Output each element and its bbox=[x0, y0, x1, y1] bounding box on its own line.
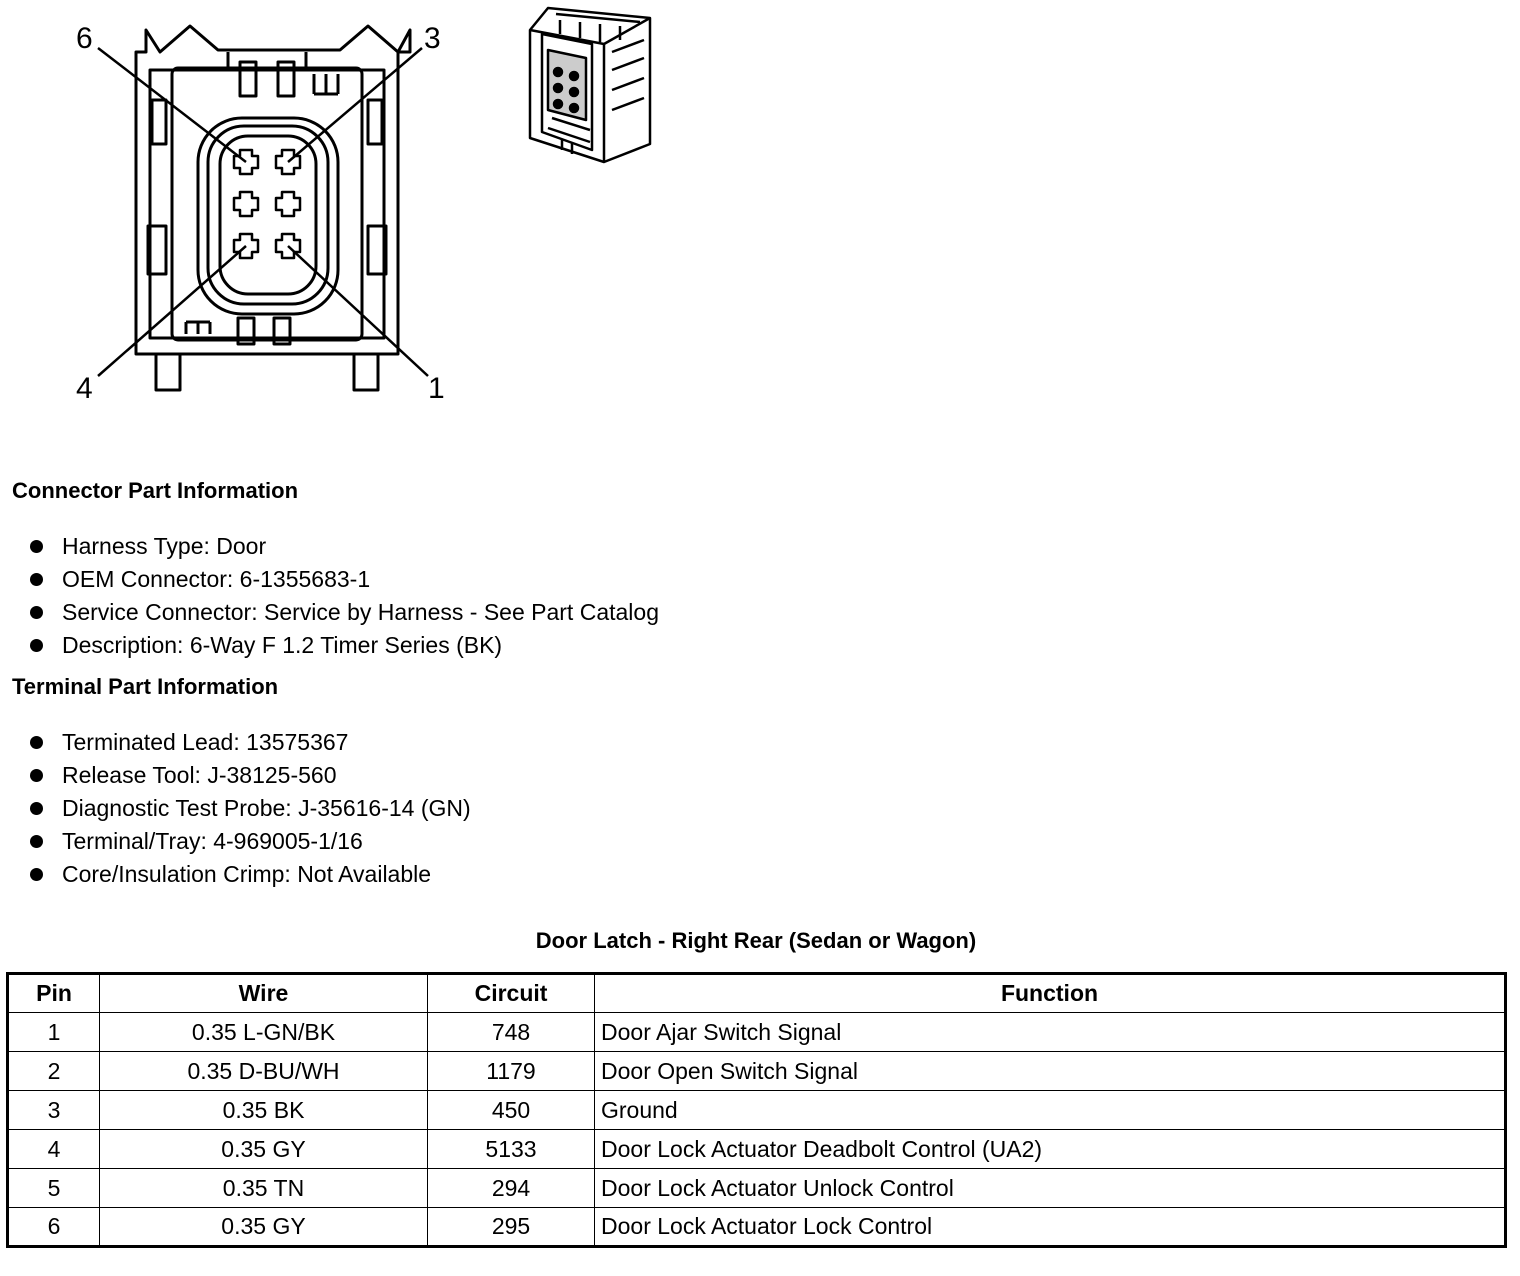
pinout-table bbox=[6, 972, 1507, 1248]
cell-wire: 0.35 BK bbox=[100, 1091, 428, 1130]
cell-wire: 0.35 GY bbox=[100, 1208, 428, 1247]
pin-label-6: 6 bbox=[76, 22, 93, 55]
table-row bbox=[8, 1130, 1506, 1169]
cell-function: Door Lock Actuator Deadbolt Control (UA2) bbox=[595, 1130, 1506, 1169]
list-item: Release Tool: J-38125-560 bbox=[30, 762, 471, 795]
list-item: Terminal/Tray: 4-969005-1/16 bbox=[30, 828, 471, 861]
cell-function: Ground bbox=[595, 1091, 1506, 1130]
table-header-row bbox=[8, 974, 1506, 1013]
cell-wire: 0.35 TN bbox=[100, 1169, 428, 1208]
pin-label-1: 1 bbox=[428, 372, 445, 405]
table-row bbox=[8, 1013, 1506, 1052]
cell-wire: 0.35 L-GN/BK bbox=[100, 1013, 428, 1052]
list-item: Description: 6-Way F 1.2 Timer Series (BK) bbox=[30, 632, 659, 665]
header-function: Function bbox=[595, 974, 1506, 1013]
list-item: Terminated Lead: 13575367 bbox=[30, 729, 471, 762]
table-row bbox=[8, 1091, 1506, 1130]
cell-pin: 4 bbox=[8, 1130, 100, 1169]
cell-circuit: 294 bbox=[428, 1169, 595, 1208]
list-item: Harness Type: Door bbox=[30, 533, 659, 566]
connector-diagram bbox=[0, 0, 700, 420]
cell-function: Door Open Switch Signal bbox=[595, 1052, 1506, 1091]
header-wire: Wire bbox=[100, 974, 428, 1013]
connector-isometric-view bbox=[530, 8, 650, 162]
header-pin: Pin bbox=[8, 974, 100, 1013]
cell-function: Door Ajar Switch Signal bbox=[595, 1013, 1506, 1052]
connector-info-list bbox=[30, 533, 659, 665]
pin-label-4: 4 bbox=[76, 372, 93, 405]
list-item: Service Connector: Service by Harness - See Part Catalog bbox=[30, 599, 659, 632]
cell-pin: 5 bbox=[8, 1169, 100, 1208]
table-title: Door Latch - Right Rear (Sedan or Wagon) bbox=[535, 928, 977, 953]
cell-function: Door Lock Actuator Lock Control bbox=[595, 1208, 1506, 1247]
cell-pin: 1 bbox=[8, 1013, 100, 1052]
list-item: Diagnostic Test Probe: J-35616-14 (GN) bbox=[30, 795, 471, 828]
pin-label-3: 3 bbox=[424, 22, 441, 55]
cell-pin: 3 bbox=[8, 1091, 100, 1130]
table-row bbox=[8, 1169, 1506, 1208]
cell-function: Door Lock Actuator Unlock Control bbox=[595, 1169, 1506, 1208]
cell-pin: 2 bbox=[8, 1052, 100, 1091]
table-row bbox=[8, 1052, 1506, 1091]
table-row bbox=[8, 1208, 1506, 1247]
terminal-info-heading: Terminal Part Information bbox=[12, 674, 279, 699]
list-item: Core/Insulation Crimp: Not Available bbox=[30, 861, 471, 894]
connector-face-view bbox=[136, 26, 410, 390]
cell-wire: 0.35 D-BU/WH bbox=[100, 1052, 428, 1091]
list-item: OEM Connector: 6-1355683-1 bbox=[30, 566, 659, 599]
cell-circuit: 450 bbox=[428, 1091, 595, 1130]
header-circuit: Circuit bbox=[428, 974, 595, 1013]
connector-info-heading: Connector Part Information bbox=[12, 478, 299, 503]
cell-circuit: 5133 bbox=[428, 1130, 595, 1169]
cell-circuit: 295 bbox=[428, 1208, 595, 1247]
pin-leader-lines bbox=[98, 48, 428, 376]
terminal-info-list bbox=[30, 729, 471, 894]
cell-wire: 0.35 GY bbox=[100, 1130, 428, 1169]
cell-circuit: 748 bbox=[428, 1013, 595, 1052]
cell-circuit: 1179 bbox=[428, 1052, 595, 1091]
cell-pin: 6 bbox=[8, 1208, 100, 1247]
